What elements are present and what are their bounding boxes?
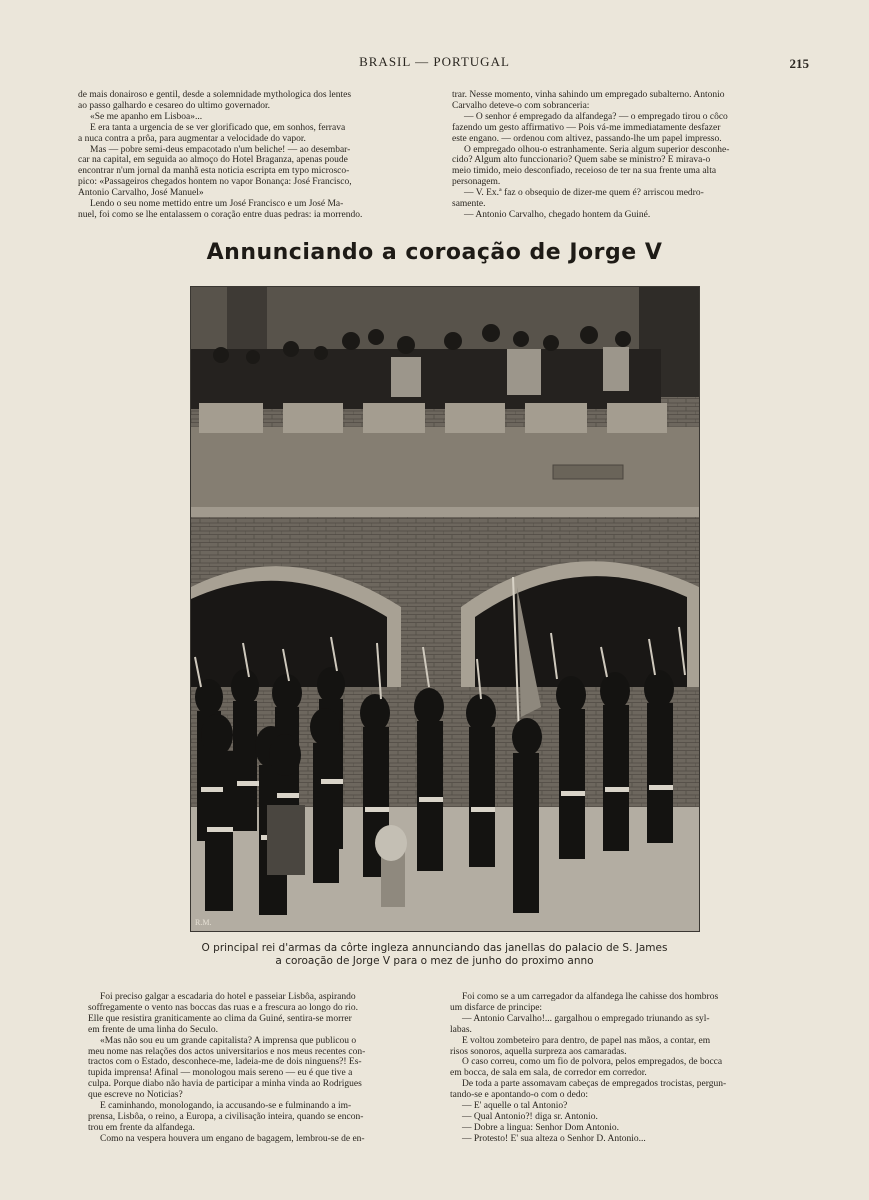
text-line: meu nome nas relações dos actos universitarios e nos meus recentes con- [88, 1046, 366, 1057]
text-line: Antonio Carvalho, José Manuel» [78, 188, 204, 199]
text-line: soffregamente o vento nas boccas das ruas e a frescura ao longo do rio. [88, 1002, 358, 1013]
text-line: em bocca, de sala em sala, de corredor em corredor. [450, 1068, 647, 1079]
text-line: O empregado olhou-o estranhamente. Seria algum superior desconhe- [464, 144, 730, 155]
text-line: car na capital, em seguida ao almoço do Hotel Braganza, apenas poude [78, 155, 348, 166]
photo-signature: R.M. [195, 918, 212, 927]
bottom-right-column [450, 992, 808, 1145]
bottom-left-column [88, 992, 430, 1145]
text-line: — O senhor é empregado da alfandega? — o empregado tirou o côco [464, 111, 728, 122]
text-line: Lendo o seu nome mettido entre um José Francisco e um José Ma- [90, 199, 344, 210]
text-line: risos sonoros, aquella surpreza aos camaradas. [450, 1046, 627, 1057]
text-line: Foi como se a um carregador da alfandega lhe cahisse dos hombros [462, 992, 719, 1002]
text-line: — Dobre a lingua: Senhor Dom Antonio. [462, 1122, 619, 1133]
text-line: Mas — pobre semi-deus empacotado n'um beliche! — ao desembar- [90, 144, 351, 155]
text-line: pico: «Passageiros chegados hontem no vapor Bonança: José Francisco, [78, 177, 352, 188]
page-header [0, 54, 869, 74]
article-headline: Annunciando a coroação de Jorge V [206, 240, 663, 265]
caption-line: a coroação de Jorge V para o mez de junho do proximo anno [275, 955, 594, 967]
text-line: labas. [450, 1024, 472, 1035]
text-line: O caso correu, como um fio de polvora, pelos empregados, de bocca [462, 1057, 723, 1068]
text-line: fazendo um gesto affirmativo — Pois vá-me immediatamente desfazer [452, 122, 721, 133]
text-line: «Mas não sou eu um grande capitalista? A imprensa que publicou o [100, 1035, 357, 1046]
photo-caption [0, 942, 869, 968]
text-line: culpa. Porque diabo não havia de participar a minha vinda ao Rodrigues [88, 1079, 362, 1090]
page-number: 215 [789, 56, 809, 71]
text-line: samente. [452, 199, 486, 210]
photograph [190, 286, 700, 932]
text-line: de mais donairoso e gentil, desde a solemnidade mythologica dos lentes [78, 90, 352, 100]
text-line: tractos com o Estado, desconhece-me, ladeia-me de dois ninguens?! Es- [88, 1057, 362, 1068]
text-line: Foi preciso galgar a escadaria do hotel e passeiar Lisbôa, aspirando [100, 992, 356, 1002]
text-line: cido? Algum alto funccionario? Quem sabe se ministro? E mirava-o [452, 155, 711, 166]
text-line: — Qual Antonio?! diga sr. Antonio. [462, 1111, 598, 1122]
text-line: trou em frente da alfandega. [88, 1122, 195, 1133]
text-line: prensa, Lisbôa, o reino, a Europa, a civilisação inteira, quando se encon- [88, 1111, 364, 1122]
text-line: em frente de uma linha do Seculo. [88, 1024, 219, 1035]
top-left-column [78, 90, 434, 221]
text-line: E caminhando, monologando, ia accusando-se e fulminando a im- [100, 1101, 352, 1112]
top-right-column [452, 90, 807, 221]
text-line: personagem. [452, 177, 501, 188]
text-line: De toda a parte assomavam cabeças de empregados trocistas, pergun- [462, 1079, 727, 1090]
text-line: este engano. — ordenou com altivez, passando-lhe um papel impresso. [452, 133, 722, 144]
text-line: — E' aquelle o tal Antonio? [462, 1101, 568, 1112]
text-line: a nuca contra a prôa, para augmentar a velocidade do vapor. [78, 133, 306, 144]
text-line: — V. Ex.ª faz o obsequio de dizer-me quem é? arriscou medro- [464, 188, 704, 199]
caption-line: O principal rei d'armas da côrte ingleza annunciando das janellas do palacio de S. James [201, 942, 668, 954]
text-line: encontrar n'um jornal da manhã esta noticia escripta em typo microsco- [78, 166, 350, 177]
text-line: Elle que resistira graniticamente ao clima da Guiné, sentira-se morrer [88, 1013, 352, 1024]
text-line: trar. Nesse momento, vinha sahindo um empregado subalterno. Antonio [452, 90, 725, 100]
text-line: ao passo galhardo e cesareo do ultimo governador. [78, 100, 271, 111]
running-title: BRASIL — PORTUGAL [359, 54, 510, 69]
text-line: «Se me apanho em Lisboa»... [90, 111, 203, 122]
text-line: um disfarce de principe: [450, 1002, 543, 1013]
text-line: tando-se e apontando-o com o dedo: [450, 1090, 588, 1101]
text-line: tupida imprensa! Afinal — monologou mais sereno — eu é que tive a [88, 1068, 353, 1079]
text-line: E voltou zombeteiro para dentro, de papel nas mãos, a contar, em [462, 1035, 711, 1046]
text-line: — Antonio Carvalho, chegado hontem da Guiné. [464, 209, 651, 220]
text-line: Carvalho deteve-o com sobranceria: [452, 100, 590, 111]
palace-guards-photo [191, 287, 699, 931]
text-line: que escreve no Noticias? [88, 1090, 183, 1101]
text-line: meio timido, meio desconfiado, receioso de ter na sua frente uma alta [452, 166, 717, 177]
text-line: E era tanta a urgencia de se ver glorificado que, em sonhos, ferrava [90, 122, 346, 133]
text-line: — Protesto! E' sua alteza o Senhor D. Antonio... [462, 1133, 646, 1144]
text-line: nuel, foi como se lhe entalassem o coração entre duas pedras: ia morrendo. [78, 209, 363, 220]
text-line: — Antonio Carvalho!... gargalhou o empregado triunando as syl- [462, 1013, 710, 1024]
text-line: Como na vespera houvera um engano de bagagem, lembrou-se de en- [100, 1133, 365, 1144]
